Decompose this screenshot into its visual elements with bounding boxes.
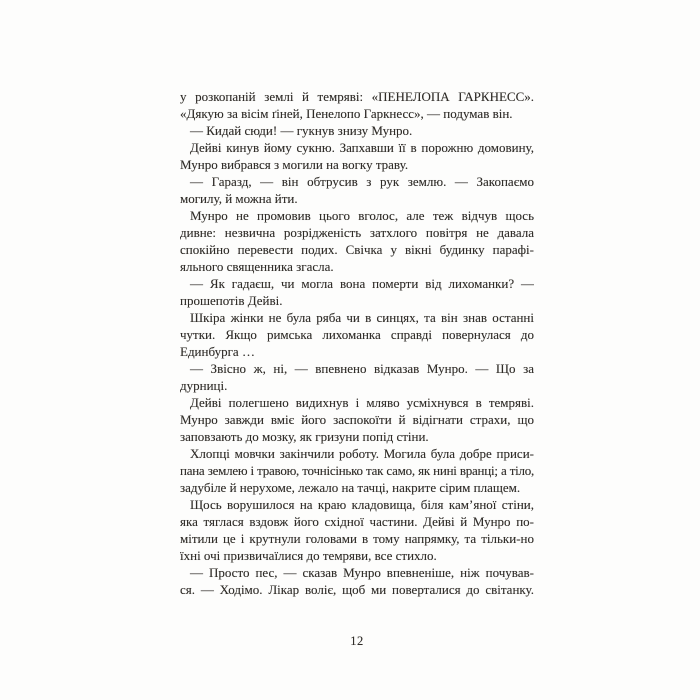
text-line: пана землею і травою, точнісінько так само, як нині вранці; а тіло, [180, 463, 534, 478]
text-line: яльного священника згасла. [180, 259, 334, 274]
text-line: — Просто пес, — сказав Мунро впевненіше, ніж почував- [190, 565, 534, 580]
text-line: задубіле й нерухоме, лежало на тачці, накрите сірим плащем. [180, 480, 521, 495]
text-line: Щось ворушилося на краю кладовища, біля кам’яної стіни, [190, 497, 534, 512]
text-line: могилу, й можна йти. [180, 191, 298, 206]
text-line: прошепотів Дейві. [180, 293, 283, 308]
text-line: Шкіра жінки не була ряба чи в синцях, та він знав останні [190, 310, 534, 325]
text-line: Мунро завжди вміє його заспокоїти й відігнати страхи, що [180, 412, 534, 427]
text-line: спокійно перевести подих. Свічка у вікні будинку парафі- [180, 242, 534, 257]
text-line: Мунро не промовив цього вголос, але теж відчув щось [190, 208, 534, 223]
text-line: мітили це і крутнули головами в тому напрямку, та тільки-но [180, 531, 534, 546]
text-line: «Дякую за вісім ґіней, Пенелопо Гаркнесс», — подумав він. [180, 106, 513, 121]
text-line: у розкопаній землі й темряві: «ПЕНЕЛОПА ГАРКНЕСС». [180, 89, 534, 104]
text-line: їхні очі призвичаїлися до темряви, все стихло. [180, 548, 437, 563]
text-line: — Гаразд, — він обтрусив з рук землю. — Закопаємо [190, 174, 534, 189]
text-line: заповзають до мозку, як гризуни попід стіни. [180, 429, 429, 444]
text-line: чутки. Якщо римська лихоманка справді повернулася до [180, 327, 534, 342]
text-line: ся. — Ходімо. Лікар воліє, щоб ми поверталися до світанку. [180, 582, 534, 597]
text-line: Единбурга … [180, 344, 255, 359]
text-line: Хлопці мовчки закінчили роботу. Могила була добре приси- [190, 446, 534, 461]
text-line: дурниці. [180, 378, 228, 393]
text-line: Мунро вибрався з могили на вогку траву. [180, 157, 409, 172]
text-line: — Звісно ж, ні, — впевнено відказав Мунро. — Що за [190, 361, 534, 376]
text-line: Дейві кинув йому сукню. Запхавши її в порожню домовину, [190, 140, 534, 155]
text-line: дивне: незвична розрідженість затхлого повітря не давала [180, 225, 534, 240]
text-line: — Кидай сюди! — гукнув знизу Мунро. [190, 123, 413, 138]
text-line: — Як гадаєш, чи могла вона померти від лихоманки? — [190, 276, 534, 291]
text-line: яка тяглася вздовж його східної частини. Дейві й Мунро по- [180, 514, 534, 529]
body-text [180, 88, 534, 598]
page-number: 12 [350, 634, 364, 648]
text-line: Дейві полегшено видихнув і мляво усміхнувся в темряві. [190, 395, 534, 410]
